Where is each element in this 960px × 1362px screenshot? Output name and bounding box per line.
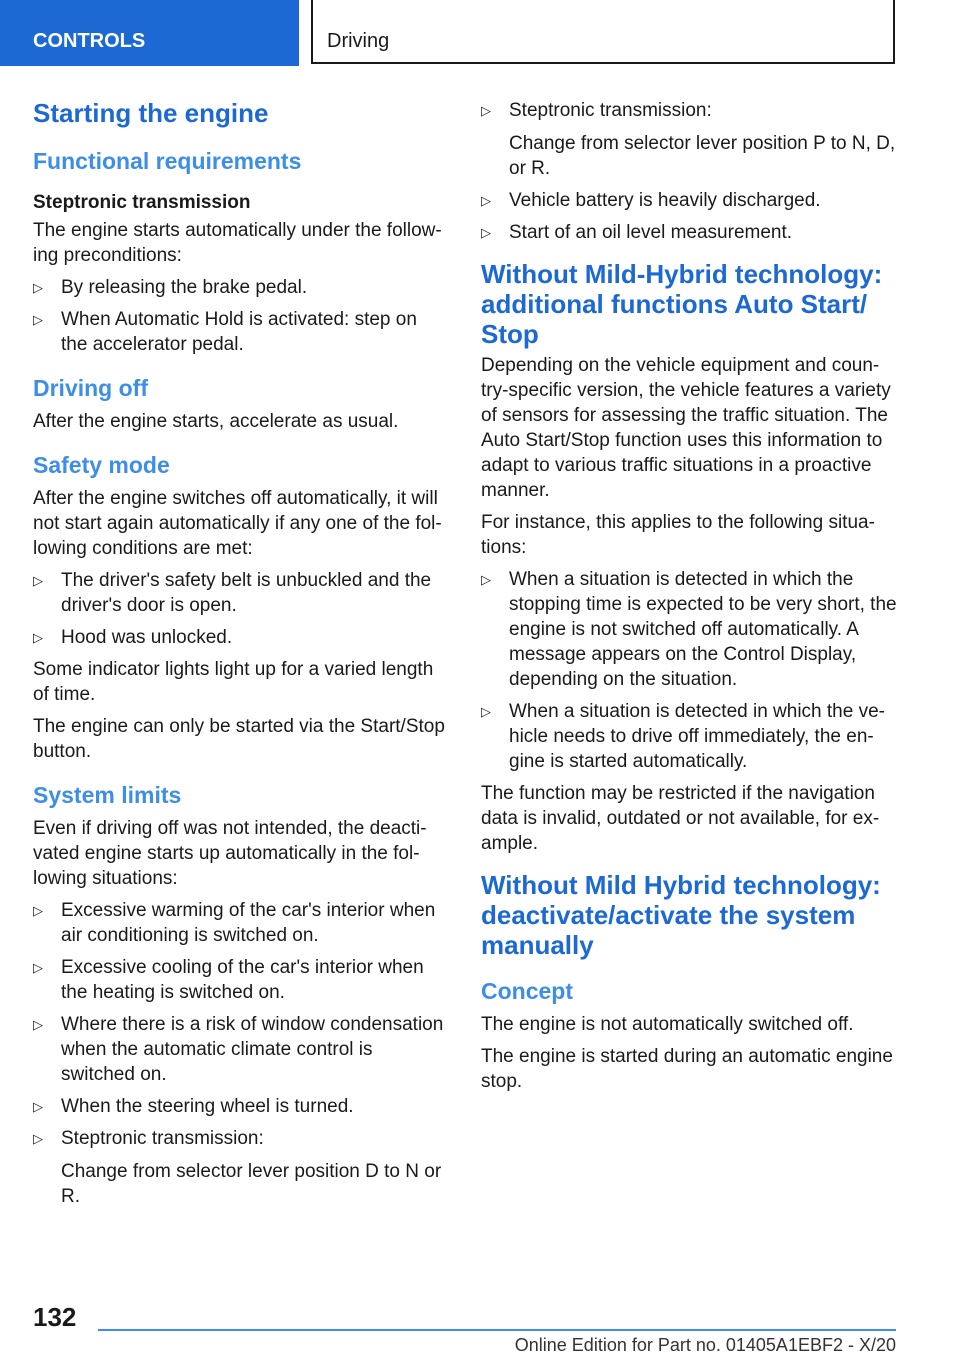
paragraph-auto-start: The engine starts automatically under the following preconditions:	[33, 220, 442, 266]
heading-without-mild-hybrid-additional: Without Mild-Hybrid technology: additional functions Auto Start/ Stop	[481, 259, 883, 349]
triangle-right-icon: ▷	[481, 572, 491, 587]
paragraph-for-instance: For instance, this applies to the following situations:	[481, 512, 875, 558]
list-item: ▷ Start of an oil level measurement.	[481, 222, 793, 243]
paragraph-function-restricted: The function may be restricted if the navigation data is invalid, outdated or not available, for example.	[481, 783, 880, 854]
triangle-right-icon: ▷	[481, 704, 491, 719]
triangle-right-icon: ▷	[33, 960, 43, 975]
list-item-subtext: Change from selector lever position D to N or R.	[61, 1161, 442, 1207]
heading-steptronic-transmission: Steptronic transmission	[33, 192, 251, 213]
triangle-right-icon: ▷	[481, 103, 491, 118]
paragraph-vehicle-equipment: Depending on the vehicle equipment and country-specific version, the vehicle features a variety of sensors for assessing the traffic situation. The Auto Start/Stop function uses this information to adapt to various traffic situations in a proactive manner.	[481, 355, 891, 501]
list-item: ▷ When a situation is detected in which the vehicle needs to drive off immediately, the engine is started automatically.	[481, 701, 885, 772]
paragraph-concept-2: The engine is started during an automatic engine stop.	[481, 1046, 893, 1092]
list-item: ▷ When Automatic Hold is activated: step on the accelerator pedal.	[33, 309, 417, 355]
list-item-subtext: Change from selector lever position P to N, D, or R.	[509, 133, 896, 179]
paragraph-driving-off: After the engine starts, accelerate as usual.	[33, 411, 399, 432]
page-number: 132	[33, 1302, 77, 1332]
list-item: ▷ The driver's safety belt is unbuckled and the driver's door is open.	[33, 570, 432, 616]
heading-concept: Concept	[481, 978, 573, 1004]
paragraph-start-stop-button: The engine can only be started via the Start/Stop button.	[33, 716, 445, 762]
heading-starting-engine: Starting the engine	[33, 98, 269, 128]
triangle-right-icon: ▷	[33, 1099, 43, 1114]
list-item: ▷ Steptronic transmission: Change from selector lever position P to N, D, or R.	[481, 100, 896, 179]
paragraph-safety-mode: After the engine switches off automatically, it will not start again automatically if any one of the following conditions are met:	[33, 488, 442, 559]
list-safety-conditions	[33, 568, 447, 650]
triangle-right-icon: ▷	[481, 225, 491, 240]
chapter-tab-driving: Driving	[311, 0, 895, 64]
section-tab-controls: CONTROLS	[0, 0, 299, 66]
right-column	[481, 98, 897, 1101]
heading-system-limits: System limits	[33, 782, 182, 808]
list-system-limits-continued	[481, 98, 897, 245]
list-item: ▷ Excessive warming of the car's interior when air conditioning is switched on.	[33, 900, 436, 946]
triangle-right-icon: ▷	[33, 573, 43, 588]
left-column	[33, 98, 447, 1216]
list-situations	[481, 567, 897, 774]
triangle-right-icon: ▷	[33, 1017, 43, 1032]
list-system-limits	[33, 898, 447, 1209]
list-item: ▷ When a situation is detected in which the stopping time is expected to be very short, the engine is not switched off automatically. A message appears on the Control Display, depending on the situation.	[481, 569, 897, 690]
triangle-right-icon: ▷	[33, 280, 43, 295]
list-preconditions	[33, 275, 447, 357]
paragraph-concept-1: The engine is not automatically switched off.	[481, 1014, 854, 1035]
list-item: ▷ Vehicle battery is heavily discharged.	[481, 190, 821, 211]
triangle-right-icon: ▷	[481, 193, 491, 208]
heading-safety-mode: Safety mode	[33, 452, 170, 478]
heading-functional-requirements: Functional requirements	[33, 148, 302, 174]
triangle-right-icon: ▷	[33, 903, 43, 918]
triangle-right-icon: ▷	[33, 1131, 43, 1146]
heading-driving-off: Driving off	[33, 375, 148, 401]
footer-divider	[98, 1329, 896, 1331]
footer-edition-text: Online Edition for Part no. 01405A1EBF2 - X/20	[514, 1335, 896, 1355]
page-header	[0, 0, 960, 66]
list-item: ▷ When the steering wheel is turned.	[33, 1096, 354, 1117]
list-item: ▷ By releasing the brake pedal.	[33, 277, 308, 298]
paragraph-system-limits: Even if driving off was not intended, the deactivated engine starts up automatically in the following situations:	[33, 818, 427, 889]
heading-without-mild-hybrid-deactivate: Without Mild Hybrid technology: deactivate/activate the system manually	[481, 870, 881, 960]
triangle-right-icon: ▷	[33, 630, 43, 645]
list-item: ▷ Hood was unlocked.	[33, 627, 233, 648]
paragraph-indicator-lights: Some indicator lights light up for a varied length of time.	[33, 659, 434, 705]
list-item: ▷ Where there is a risk of window condensation when the automatic climate control is switched on.	[33, 1014, 444, 1085]
list-item: ▷ Steptronic transmission: Change from selector lever position D to N or R.	[33, 1126, 447, 1209]
list-item: ▷ Excessive cooling of the car's interior when the heating is switched on.	[33, 957, 424, 1003]
triangle-right-icon: ▷	[33, 312, 43, 327]
